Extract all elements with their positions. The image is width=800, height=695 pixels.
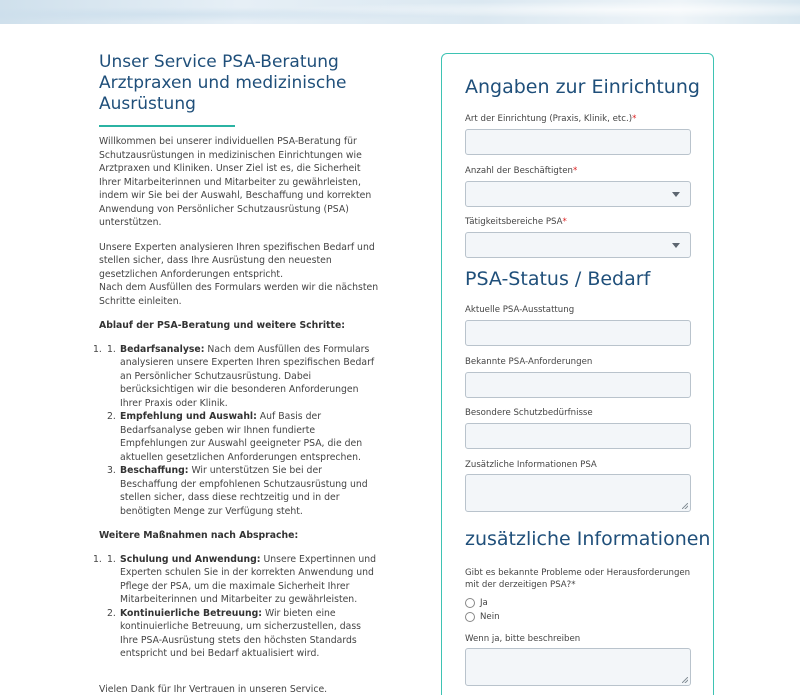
- special-protection-label: Besondere Schutzbedürfnisse: [465, 408, 593, 418]
- chevron-down-icon: [672, 192, 680, 197]
- activity-areas-label: [465, 216, 567, 228]
- activity-areas-label-text: Tätigkeitsbereiche PSA: [465, 217, 563, 227]
- additional-psa-info-textarea[interactable]: [465, 474, 691, 512]
- title-underline: [99, 125, 235, 127]
- outer-list-number: 1.: [93, 553, 102, 565]
- step-text: Wir unterstützen Sie bei der Beschaffung der empfohlenen Schutzausrüstung und stellen sicher, dass diese rechtzeitig und in der benötigten Menge zur Verfügung steht.: [120, 465, 368, 517]
- list-item: [99, 464, 379, 518]
- resize-handle-icon[interactable]: [682, 503, 688, 509]
- radio-option-nein[interactable]: [465, 612, 500, 622]
- page-title: [99, 52, 379, 115]
- known-requirements-input[interactable]: [465, 372, 691, 398]
- resize-handle-icon[interactable]: [682, 677, 688, 683]
- problems-question-text: Gibt es bekannte Probleme oder Herausforderungen mit der derzeitigen PSA?: [465, 568, 691, 590]
- experts-text: Unsere Experten analysieren Ihren spezifischen Bedarf und stellen sicher, dass Ihre Ausrüstung den neuesten gesetzlichen Anforderungen entspricht.: [99, 241, 375, 280]
- further-measures-heading: Weitere Maßnahmen nach Absprache:: [99, 530, 299, 541]
- employee-count-label-text: Anzahl der Beschäftigten: [465, 166, 573, 176]
- page-title-line-2: Arztpraxen und medizinische: [99, 73, 347, 93]
- chevron-down-icon: [672, 243, 680, 248]
- required-mark: *: [632, 114, 637, 124]
- step-text: Nach dem Ausfüllen des Formulars analysieren unsere Experten Ihren spezifischen Bedarf an Persönlicher Schutzausrüstung. Dabei berücksichtigen wir die besonderen Anforderungen Ihrer Praxis oder Klinik.: [120, 343, 375, 409]
- known-requirements-label: Bekannte PSA-Anforderungen: [465, 357, 593, 367]
- step-title: Beschaffung:: [120, 465, 189, 476]
- facility-type-label-text: Art der Einrichtung (Praxis, Klinik, etc.): [465, 114, 633, 124]
- section-title-psa-status: PSA-Status / Bedarf: [465, 268, 651, 290]
- page-title-line-3: Ausrüstung: [99, 94, 196, 114]
- list-number: 3.: [107, 465, 116, 476]
- list-number: 2.: [107, 411, 116, 422]
- process-heading: Ablauf der PSA-Beratung und weitere Schritte:: [99, 320, 345, 331]
- radio-label-nein: Nein: [480, 612, 500, 622]
- required-mark: *: [562, 217, 567, 227]
- step-title: Empfehlung und Auswahl:: [120, 411, 257, 422]
- experts-paragraph: [99, 241, 379, 309]
- psa-form-card: [441, 53, 714, 695]
- list-number: 1.: [107, 343, 116, 355]
- employee-count-select[interactable]: [465, 181, 691, 207]
- radio-button[interactable]: [465, 598, 475, 608]
- radio-label-ja: Ja: [480, 598, 488, 608]
- describe-textarea[interactable]: [465, 648, 691, 686]
- facility-type-label: [465, 113, 636, 125]
- special-protection-input[interactable]: [465, 423, 691, 449]
- list-item: [93, 343, 379, 411]
- step-text: Unsere Expertinnen und Experten schulen Sie in der korrekten Anwendung und Pflege der PSA, um die maximale Sicherheit Ihrer Mitarbeiterinnen und Mitarbeiter zu gewährleisten.: [120, 553, 377, 605]
- facility-type-input[interactable]: [465, 129, 691, 155]
- list-item: [99, 607, 379, 661]
- radio-button[interactable]: [465, 612, 475, 622]
- thanks-text: Vielen Dank für Ihr Vertrauen in unseren Service.: [99, 683, 328, 695]
- step-text: Wir bieten eine kontinuierliche Betreuung, um sicherzustellen, dass Ihre PSA-Ausrüstung stets den höchsten Standards entspricht und bei Bedarf aktualisiert wird.: [120, 607, 362, 659]
- next-steps-text: Nach dem Ausfüllen des Formulars werden wir die nächsten Schritte einleiten.: [99, 282, 379, 307]
- further-measures-list: [93, 553, 379, 661]
- additional-psa-info-label: Zusätzliche Informationen PSA: [465, 460, 597, 470]
- section-title-additional-info: zusätzliche Informationen: [465, 528, 711, 550]
- intro-paragraph: Willkommen bei unserer individuellen PSA-Beratung für Schutzausrüstungen in medizinischen Einrichtungen wie Arztpraxen und Kliniken. Unser Ziel ist es, die Sicherheit Ihrer Mitarbeiterinnen und Mitarbeiter zu gewährleisten, indem wir Sie bei der Auswahl, Beschaffung und korrekten Anwendung von Persönlicher Schutzausrüstung (PSA) unterstützen.: [99, 136, 372, 228]
- service-description: [93, 52, 379, 695]
- required-mark: *: [572, 166, 578, 176]
- hero-banner: [0, 0, 800, 24]
- step-title: Bedarfsanalyse:: [120, 343, 205, 355]
- employee-count-label: [465, 165, 577, 177]
- required-mark: *: [571, 580, 576, 590]
- problems-question-label: [465, 567, 693, 591]
- section-title-facility: Angaben zur Einrichtung: [465, 76, 700, 98]
- process-steps-list: [93, 343, 379, 519]
- activity-areas-select[interactable]: [465, 232, 691, 258]
- current-psa-label: Aktuelle PSA-Ausstattung: [465, 305, 575, 315]
- list-item: [99, 410, 379, 464]
- radio-option-ja[interactable]: [465, 598, 488, 608]
- step-title: Schulung und Anwendung:: [120, 553, 261, 565]
- describe-label: Wenn ja, bitte beschreiben: [465, 634, 581, 644]
- current-psa-input[interactable]: [465, 320, 691, 346]
- step-text: Auf Basis der Bedarfsanalyse geben wir Ihnen fundierte Empfehlungen zur Auswahl geeigneter PSA, die den aktuellen gesetzlichen Anforderungen entsprechen.: [120, 411, 363, 463]
- list-number: 1.: [107, 553, 116, 565]
- step-title: Kontinuierliche Betreuung:: [120, 607, 262, 619]
- page-title-line-1: Unser Service PSA-Beratung: [99, 52, 339, 72]
- list-number: 2.: [107, 607, 116, 619]
- list-item: [93, 553, 379, 607]
- outer-list-number: 1.: [93, 343, 102, 355]
